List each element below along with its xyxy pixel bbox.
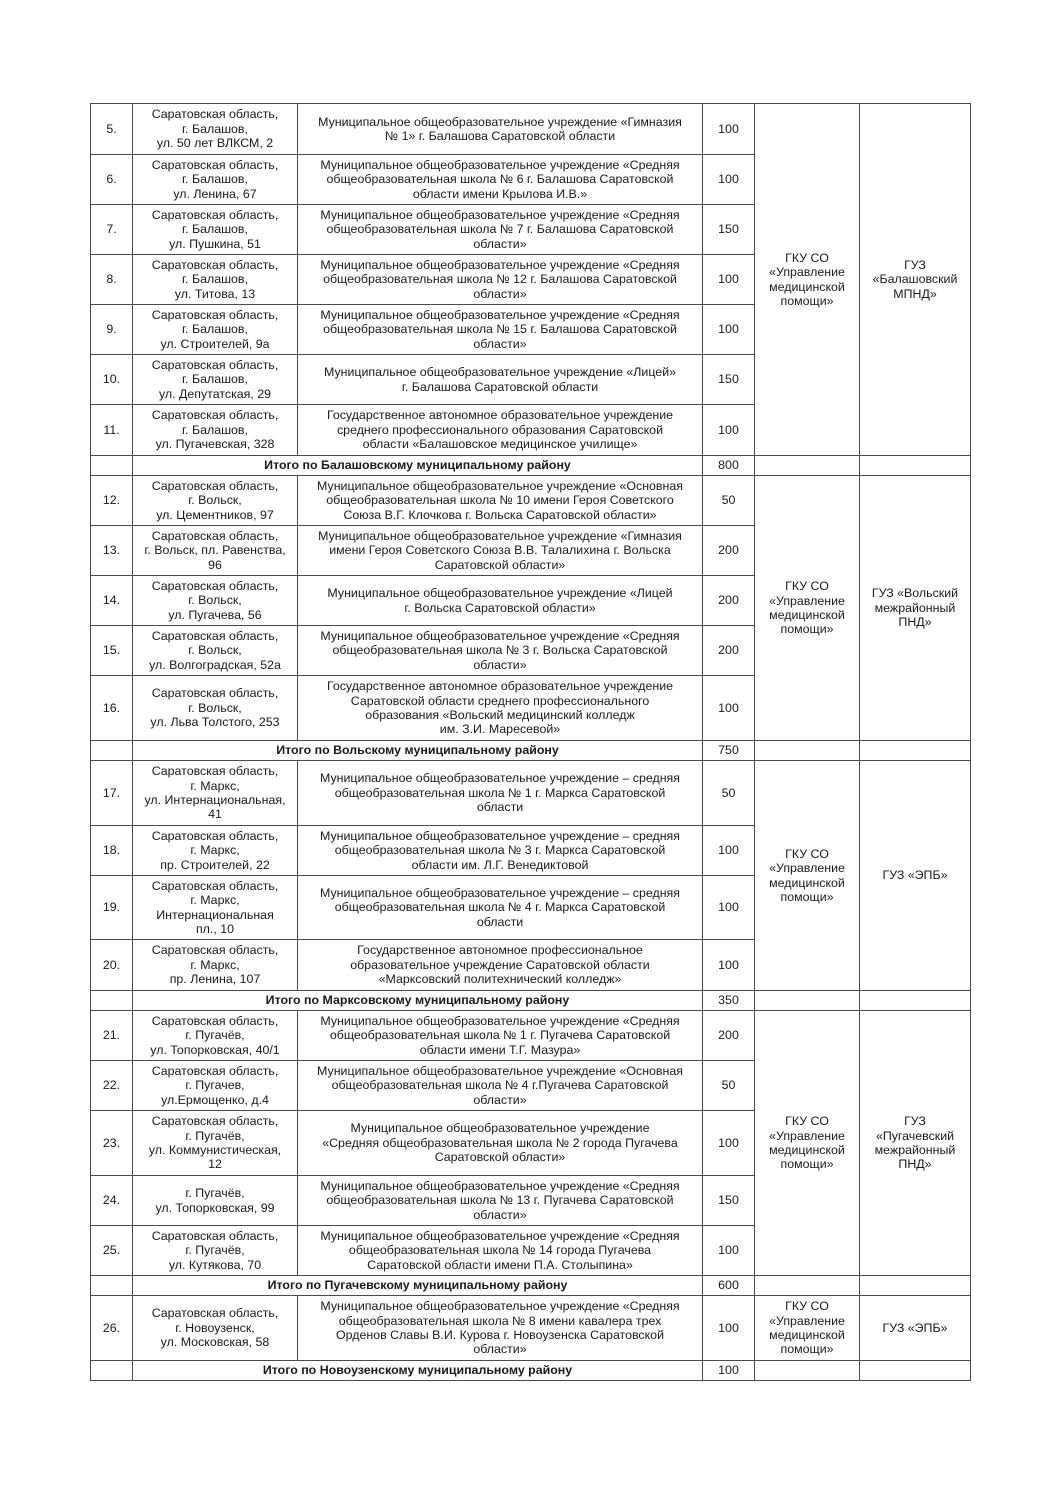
district-total-row — [91, 991, 971, 1011]
institution-name-cell: Муниципальное общеобразовательное учреждение «Средняя общеобразовательная школа № 7 г. Балашова Саратовской области» — [298, 205, 703, 255]
empty-cell — [755, 991, 860, 1011]
capacity-cell: 150 — [703, 355, 755, 405]
institution-name-cell: Муниципальное общеобразовательное учреждение «Средняя общеобразовательная школа № 1 г. Пугачева Саратовской области имени Т.Г. Мазура» — [298, 1011, 703, 1061]
row-number: 16. — [91, 676, 133, 741]
institution-name-cell: Муниципальное общеобразовательное учреждение «Средняя общеобразовательная школа № 13 г. Пугачева Саратовской области» — [298, 1176, 703, 1226]
district-total-label: Итого по Новоузенскому муниципальному району — [133, 1361, 703, 1381]
capacity-cell: 100 — [703, 104, 755, 155]
capacity-cell: 100 — [703, 255, 755, 305]
institution-name-cell: Муниципальное общеобразовательное учреждение – средняя общеобразовательная школа № 1 г. Маркса Саратовской области — [298, 761, 703, 826]
provider-cell: ГКУ СО «Управление медицинской помощи» — [755, 1296, 860, 1361]
district-total-value: 100 — [703, 1361, 755, 1381]
institution-name-cell: Муниципальное общеобразовательное учреждение «Средняя общеобразовательная школа № 12 г. Балашова Саратовской области» — [298, 255, 703, 305]
capacity-cell: 150 — [703, 205, 755, 255]
empty-cell — [755, 1276, 860, 1296]
capacity-cell: 100 — [703, 405, 755, 456]
provider-cell: ГКУ СО «Управление медицинской помощи» — [755, 476, 860, 741]
district-total-row — [91, 1361, 971, 1381]
table-row — [91, 761, 971, 826]
empty-cell — [91, 991, 133, 1011]
institution-name-cell: Муниципальное общеобразовательное учреждение «Средняя общеобразовательная школа № 3 г. Вольска Саратовской области» — [298, 626, 703, 676]
capacity-cell: 200 — [703, 626, 755, 676]
row-number: 17. — [91, 761, 133, 826]
address-cell: Саратовская область, г. Пугачев, ул.Ермощенко, д.4 — [133, 1061, 298, 1111]
empty-cell — [755, 741, 860, 761]
address-cell: Саратовская область, г. Балашов, ул. Пушкина, 51 — [133, 205, 298, 255]
empty-cell — [860, 1276, 971, 1296]
address-cell: Саратовская область, г. Вольск, пл. Равенства, 96 — [133, 526, 298, 576]
address-cell: Саратовская область, г. Пугачёв, ул. Топорковская, 40/1 — [133, 1011, 298, 1061]
row-number: 26. — [91, 1296, 133, 1361]
capacity-cell: 200 — [703, 1011, 755, 1061]
empty-cell — [91, 456, 133, 476]
address-cell: Саратовская область, г. Балашов, ул. Ленина, 67 — [133, 155, 298, 205]
capacity-cell: 100 — [703, 876, 755, 940]
capacity-cell: 50 — [703, 476, 755, 526]
district-total-row — [91, 741, 971, 761]
capacity-cell: 100 — [703, 1111, 755, 1176]
institution-name-cell: Муниципальное общеобразовательное учреждение «Гимназия имени Героя Советского Союза В.В. Талалихина г. Вольска Саратовской области» — [298, 526, 703, 576]
capacity-cell: 100 — [703, 155, 755, 205]
clinic-cell: ГУЗ «ЭПБ» — [860, 1296, 971, 1361]
table-row — [91, 104, 971, 155]
capacity-cell: 100 — [703, 940, 755, 991]
district-total-value: 600 — [703, 1276, 755, 1296]
address-cell: г. Пугачёв, ул. Топорковская, 99 — [133, 1176, 298, 1226]
capacity-cell: 50 — [703, 761, 755, 826]
capacity-cell: 50 — [703, 1061, 755, 1111]
row-number: 10. — [91, 355, 133, 405]
row-number: 5. — [91, 104, 133, 155]
address-cell: Саратовская область, г. Вольск, ул. Пугачева, 56 — [133, 576, 298, 626]
address-cell: Саратовская область, г. Маркс, Интернациональная пл., 10 — [133, 876, 298, 940]
provider-cell: ГКУ СО «Управление медицинской помощи» — [755, 761, 860, 991]
address-cell: Саратовская область, г. Маркс, пр. Ленина, 107 — [133, 940, 298, 991]
district-total-label: Итого по Балашовскому муниципальному району — [133, 456, 703, 476]
row-number: 24. — [91, 1176, 133, 1226]
address-cell: Саратовская область, г. Маркс, ул. Интернациональная, 41 — [133, 761, 298, 826]
clinic-cell: ГУЗ «Балашовский МПНД» — [860, 104, 971, 456]
district-total-row — [91, 1276, 971, 1296]
row-number: 15. — [91, 626, 133, 676]
address-cell: Саратовская область, г. Новоузенск, ул. Московская, 58 — [133, 1296, 298, 1361]
capacity-cell: 100 — [703, 1296, 755, 1361]
empty-cell — [860, 456, 971, 476]
row-number: 18. — [91, 826, 133, 876]
capacity-cell: 100 — [703, 676, 755, 741]
row-number: 20. — [91, 940, 133, 991]
institution-name-cell: Государственное автономное образовательное учреждение среднего профессионального образования Саратовской области «Балашовское медицинское училище» — [298, 405, 703, 456]
empty-cell — [91, 1361, 133, 1381]
institution-name-cell: Муниципальное общеобразовательное учреждение «Лицей» г. Балашова Саратовской области — [298, 355, 703, 405]
row-number: 14. — [91, 576, 133, 626]
row-number: 19. — [91, 876, 133, 940]
table-row — [91, 476, 971, 526]
institution-name-cell: Государственное автономное профессиональное образовательное учреждение Саратовской области «Марксовский политехнический колледж» — [298, 940, 703, 991]
address-cell: Саратовская область, г. Балашов, ул. Строителей, 9а — [133, 305, 298, 355]
capacity-cell: 100 — [703, 305, 755, 355]
capacity-cell: 150 — [703, 1176, 755, 1226]
row-number: 9. — [91, 305, 133, 355]
address-cell: Саратовская область, г. Пугачёв, ул. Кутякова, 70 — [133, 1226, 298, 1276]
address-cell: Саратовская область, г. Вольск, ул. Волгоградская, 52а — [133, 626, 298, 676]
row-number: 25. — [91, 1226, 133, 1276]
capacity-cell: 100 — [703, 826, 755, 876]
clinic-cell: ГУЗ «ЭПБ» — [860, 761, 971, 991]
institution-name-cell: Муниципальное общеобразовательное учреждение «Основная общеобразовательная школа № 10 имени Героя Советского Союза В.Г. Клочкова г. Вольска Саратовской области» — [298, 476, 703, 526]
row-number: 8. — [91, 255, 133, 305]
district-total-label: Итого по Марксовскому муниципальному району — [133, 991, 703, 1011]
capacity-cell: 100 — [703, 1226, 755, 1276]
district-total-value: 750 — [703, 741, 755, 761]
empty-cell — [91, 1276, 133, 1296]
table-body — [91, 104, 971, 1381]
empty-cell — [755, 456, 860, 476]
row-number: 12. — [91, 476, 133, 526]
address-cell: Саратовская область, г. Маркс, пр. Строителей, 22 — [133, 826, 298, 876]
row-number: 22. — [91, 1061, 133, 1111]
institution-name-cell: Муниципальное общеобразовательное учреждение «Основная общеобразовательная школа № 4 г.Пугачева Саратовской области» — [298, 1061, 703, 1111]
clinic-cell: ГУЗ «Вольский межрайонный ПНД» — [860, 476, 971, 741]
institution-name-cell: Муниципальное общеобразовательное учреждение «Средняя общеобразовательная школа № 15 г. Балашова Саратовской области» — [298, 305, 703, 355]
institution-name-cell: Муниципальное общеобразовательное учреждение «Средняя общеобразовательная школа № 2 города Пугачева Саратовской области» — [298, 1111, 703, 1176]
empty-cell — [860, 741, 971, 761]
address-cell: Саратовская область, г. Вольск, ул. Цементников, 97 — [133, 476, 298, 526]
table-row — [91, 1011, 971, 1061]
institution-name-cell: Муниципальное общеобразовательное учреждение «Средняя общеобразовательная школа № 8 имени кавалера трех Орденов Славы В.И. Курова г. Новоузенска Саратовской области» — [298, 1296, 703, 1361]
empty-cell — [755, 1361, 860, 1381]
institution-name-cell: Муниципальное общеобразовательное учреждение – средняя общеобразовательная школа № 3 г. Маркса Саратовской области им. Л.Г. Венедиктовой — [298, 826, 703, 876]
row-number: 21. — [91, 1011, 133, 1061]
address-cell: Саратовская область, г. Балашов, ул. Депутатская, 29 — [133, 355, 298, 405]
institution-name-cell: Муниципальное общеобразовательное учреждение «Лицей г. Вольска Саратовской области» — [298, 576, 703, 626]
row-number: 7. — [91, 205, 133, 255]
district-total-label: Итого по Вольскому муниципальному району — [133, 741, 703, 761]
institution-name-cell: Муниципальное общеобразовательное учреждение «Средняя общеобразовательная школа № 14 города Пугачева Саратовской области имени П.А. Столыпина» — [298, 1226, 703, 1276]
provider-cell: ГКУ СО «Управление медицинской помощи» — [755, 1011, 860, 1276]
provider-cell: ГКУ СО «Управление медицинской помощи» — [755, 104, 860, 456]
address-cell: Саратовская область, г. Балашов, ул. Пугачевская, 328 — [133, 405, 298, 456]
address-cell: Саратовская область, г. Пугачёв, ул. Коммунистическая, 12 — [133, 1111, 298, 1176]
capacity-cell: 200 — [703, 576, 755, 626]
district-total-row — [91, 456, 971, 476]
institution-name-cell: Муниципальное общеобразовательное учреждение «Гимназия № 1» г. Балашова Саратовской области — [298, 104, 703, 155]
district-total-value: 800 — [703, 456, 755, 476]
address-cell: Саратовская область, г. Балашов, ул. Титова, 13 — [133, 255, 298, 305]
empty-cell — [860, 991, 971, 1011]
row-number: 11. — [91, 405, 133, 456]
empty-cell — [91, 741, 133, 761]
row-number: 13. — [91, 526, 133, 576]
institution-name-cell: Муниципальное общеобразовательное учреждение «Средняя общеобразовательная школа № 6 г. Балашова Саратовской области имени Крылова И.В.» — [298, 155, 703, 205]
empty-cell — [860, 1361, 971, 1381]
clinic-cell: ГУЗ «Пугачевский межрайонный ПНД» — [860, 1011, 971, 1276]
capacity-cell: 200 — [703, 526, 755, 576]
address-cell: Саратовская область, г. Балашов, ул. 50 лет ВЛКСМ, 2 — [133, 104, 298, 155]
district-total-label: Итого по Пугачевскому муниципальному району — [133, 1276, 703, 1296]
row-number: 6. — [91, 155, 133, 205]
table-row — [91, 1296, 971, 1361]
row-number: 23. — [91, 1111, 133, 1176]
institution-name-cell: Муниципальное общеобразовательное учреждение – средняя общеобразовательная школа № 4 г. Маркса Саратовской области — [298, 876, 703, 940]
district-total-value: 350 — [703, 991, 755, 1011]
address-cell: Саратовская область, г. Вольск, ул. Льва Толстого, 253 — [133, 676, 298, 741]
institutions-table — [90, 103, 971, 1381]
institution-name-cell: Государственное автономное образовательное учреждение Саратовской области среднего профессионального образования «Вольский медицинский колледж им. З.И. Маресевой» — [298, 676, 703, 741]
